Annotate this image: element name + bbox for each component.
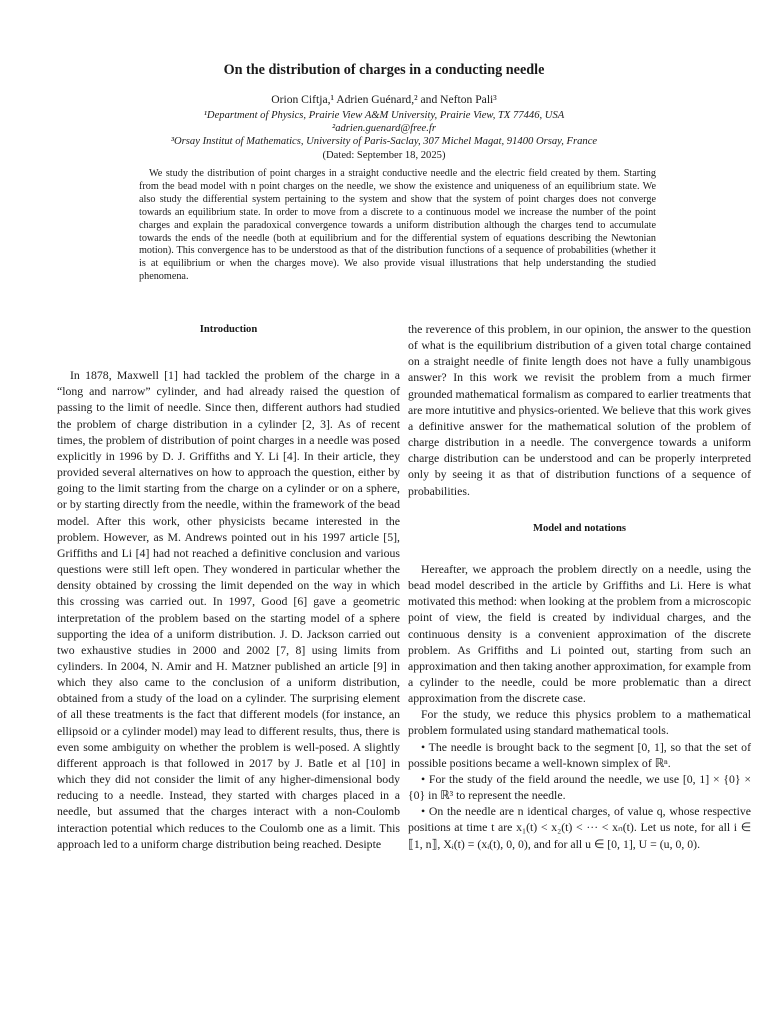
paper-title: On the distribution of charges in a conducting needle: [223, 62, 545, 78]
affiliation-1: ¹Department of Physics, Prairie View A&M University, Prairie View, TX 77446, USA: [203, 110, 565, 121]
bullet-segment: • The needle is brought back to the segment [0, 1], so that the set of possible positions became a well-known simplex of ℝⁿ.: [408, 739, 751, 770]
introduction-paragraph: In 1878, Maxwell [1] had tackled the problem of the charge in a “long and narrow” cylinder, and had already raised the question of passing to the limit of needle. Since then, different authors had studied the problem of charge distribution in a cylinder [2, 3]. As of recent times, the problem of distribution of point charges in a needle was posed explicitly in 1996 by D. J. Griffiths and Y. Li [4]. In their article, they provided several alternatives on how to approach the question, either by going to the limit starting from the charge on a cylinder or on a sphere, or by starting directly from the needle, within the framework of the bead model. After this work, other physicists became interested in the problem. However, as M. Andrews pointed out in his 1997 article [5], Griffiths and Li [4] had not reached a definitive conclusion and various questions were still left open. They wondered in particular whether the density obtained by crossing the limit depended on the way in which this crossing was carried out. In 1997, Good [6] gave a geometric interpretation of the problem based on the starting model of a sphere supporting the idea of a uniform distribution. J. D. Jackson carried out two exhaustive studies in 2000 and 2002 [7, 8] using limits from cylinders. In 2004, N. Amir and H. Matzner published an article [9] in which they also came to the conclusion of a uniform distribution, obtained from a study of the load on a cylinder. The surprising element of all these treatments is the fact that different models (for instance, an ellipsoid or a cylinder model) may lead to different results, thus, there is even some ambiguity on whether the problem is well-posed. A slightly different approach is that followed in 2017 by J. Batle et al [10] in which they did not consider the limit of any higher-dimensional body reducing to a needle. Instead, they started with charges placed in a needle, but assumed that the charges interact with a non-Coulomb interaction potential which reduces to the Coulomb one as a limit. This approach led to a uniform charge distribution being reached. Desipte: [57, 368, 400, 851]
abstract: We study the distribution of point charges in a straight conductive needle and the electric field created by them. Starting from the bead model with n point charges on the needle, we show the existence and uniqueness of an equilibrium state. We also study the differential system pertaining to the system and show that the system of point charges does not converge towards an equilibrium state. In order to move from a discrete to a continuous model we increase the number of the point charges and explain the paradoxical convergence towards a uniform distribution although the charges tend to accumulate towards the ends of the needle (both at equilibrium and for the differential system of equations describing the Newtonian motion). This convergence has to be understood as that of the distribution functions of a sequence of probabilities (whether it is at equilibrium or when the charges move). We also provide visual illustrations that help understanding the studied phenomena.: [139, 168, 656, 283]
bullet-charges: • On the needle are n identical charges, of value q, whose respective positions at time t are x₁(t) < x₂(t) < ··· < xₙ(t). Let us note, for all i ∈ ⟦1, n⟧, Xᵢ(t) = (xᵢ(t), 0, 0), and for all u ∈ [0, 1], U = (u, 0, 0).: [408, 804, 751, 851]
left-column: [57, 322, 400, 852]
model-paragraph-2: For the study, we reduce this physics problem to a mathematical problem formulated using standard mathematical tools.: [408, 707, 751, 738]
affiliation-2: ²adrien.guenard@free.fr: [332, 123, 436, 134]
section-heading-introduction: Introduction: [199, 324, 258, 335]
author-list: Orion Ciftja,¹ Adrien Guénard,² and Nefton Pali³: [271, 93, 497, 106]
model-paragraph-1: Hereafter, we approach the problem directly on a needle, using the bead model described in the article by Griffiths and Li. Here is what motivated this method: when looking at the problem from a microscopic point of view, the field is created by individual charges, and the continuous density is a convenient approximation of the discrete problem. As Griffiths and Li pointed out, starting from such an approximation and then taking another approximation, for example from a cylinder to the needle, could be more problematic than a direct approximation from the discrete case.: [408, 561, 751, 706]
right-column: [408, 321, 751, 852]
section-heading-model: Model and notations: [532, 522, 626, 534]
bullet-field: • For the study of the field around the needle, we use [0, 1] × {0} × {0} in ℝ³ to represent the needle.: [408, 771, 751, 803]
date-line: (Dated: September 18, 2025): [322, 150, 446, 161]
affiliation-3: ³Orsay Institut of Mathematics, University of Paris-Saclay, 307 Michel Magat, 91400 Orsay, France: [170, 136, 598, 147]
introduction-continuation: the reverence of this problem, in our opinion, the answer to the question of what is the equilibrium distribution of a given total charge contained on a straight needle of finite length does not have a fully unambigous answer? In this work we revisit the problem from a much firmer grounded mathematical formalism as compared to earlier treatments that are more intutitive and physics-oriented. We believe that this work gives a definitive answer for the mathematical solution of the problem of charge distribution in a needle. The convergence towards a uniform charge distribution can be understood and can be properly interpreted only by seeing it as that of distribution functions of a sequence of probabilities.: [408, 322, 751, 498]
